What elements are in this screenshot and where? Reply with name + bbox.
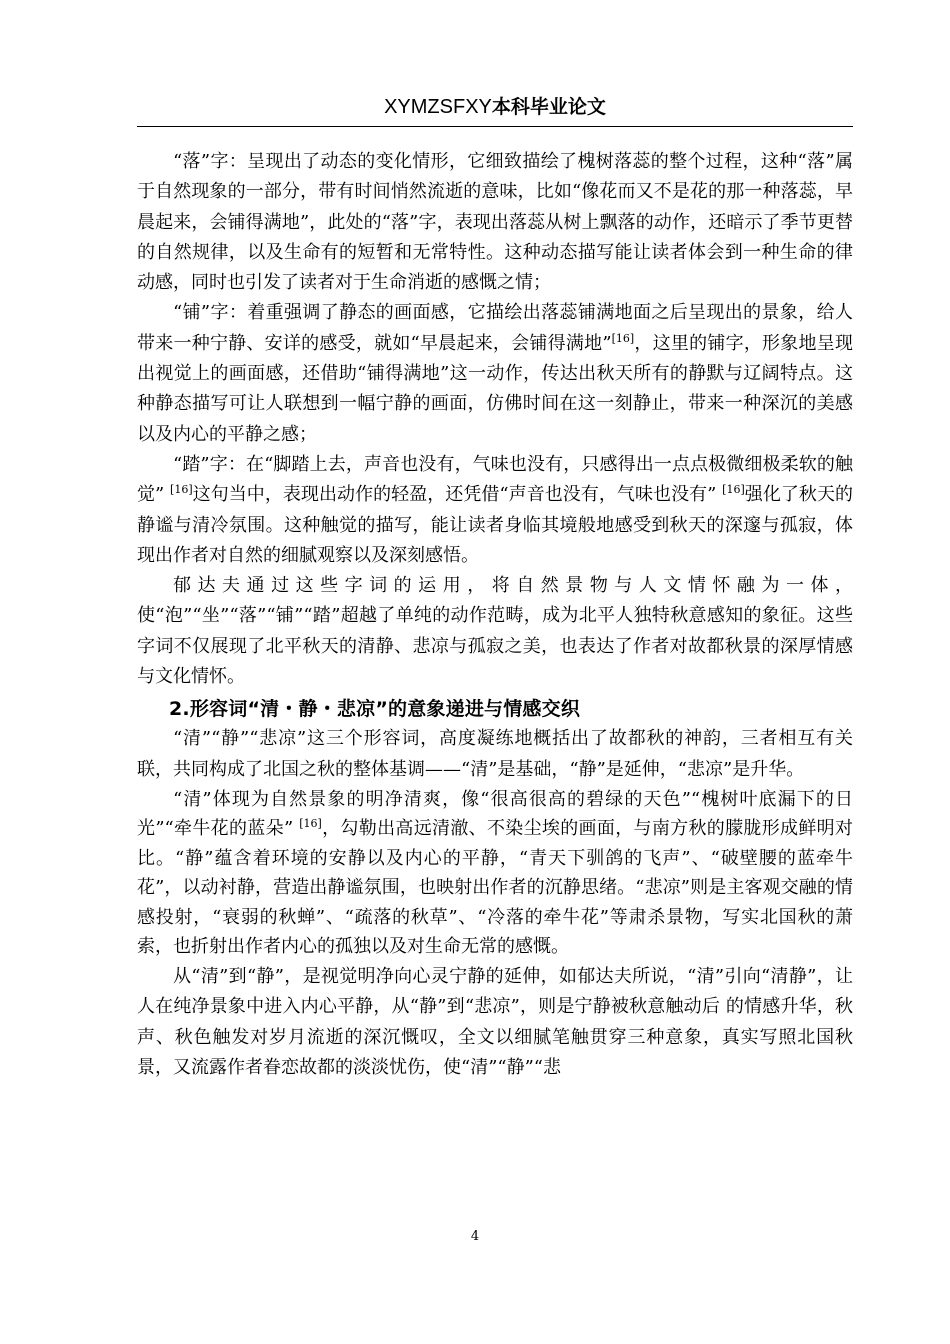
citation-ref: [16] [170, 483, 193, 497]
section-heading: 2.形容词“清・静・悲凉”的意象递进与情感交织 [169, 698, 581, 721]
citation-ref: [16] [299, 817, 322, 831]
header-code: XYMZSFXY [384, 96, 492, 118]
page-header [137, 92, 853, 121]
paragraph-pu-text-2: ，这里的铺字，形象地呈现出视觉上的画面感，还借助“铺得满地”这一动作，传达出秋天所有的静默与辽阔特点。这种静态描写可让人联想到一幅宁静的画面，仿佛时间在这一刻静止，带来一种深沉的美感以及内心的平静之感； [137, 332, 853, 445]
paragraph-summary: 郁达夫通过这些字词的运用，将自然景物与人文情怀融为一体，使“泡”“坐”“落”“铺”“踏”超越了单纯的动作范畴，成为北平人独特秋意感知的象征。这些字词不仅展现了北平秋天的清静、悲凉与孤寂之美，也表达了作者对故都秋景的深厚情感与文化情怀。 [137, 575, 853, 688]
paragraph-progression: 从“清”到“静”，是视觉明净向心灵宁静的延伸，如郁达夫所说，“清”引向“清静”，让人在纯净景象中进入内心平静，从“静”到“悲凉”，则是宁静被秋意触动后 的情感升华，秋声、秋色触发对岁月流逝的深沉慨叹，全文以细腻笔触贯穿三种意象，真实写照北国秋景，又流露作者眷恋故都的淡淡忧伤，使“清”“静”“悲 [137, 965, 853, 1078]
paragraph-ta-text-1: “踏”字：在“脚踏上去，声音也没有，气味也没有，只感得出一点点极微细极柔软的触觉” [137, 453, 853, 506]
paragraph-luo: “落”字：呈现出了动态的变化情形，它细致描绘了槐树落蕊的整个过程，这种“落”属于自然现象的一部分，带有时间悄然流逝的意味，比如“像花而又不是花的那一种落蕊，早晨起来，会铺得满地”，此处的“落”字，表现出落蕊从树上飘落的动作，还暗示了季节更替的自然规律，以及生命有的短暂和无常特性。这种动态描写能让读者体会到一种生命的律动感，同时也引发了读者对于生命消逝的感慨之情； [137, 151, 853, 294]
paragraph-pu [137, 298, 853, 449]
citation-ref: [16] [611, 331, 635, 345]
paragraph-pu-text-1: “铺”字：着重强调了静态的画面感，它描绘出落蕊铺满地面之后呈现出的景象，给人带来一种宁静、安详的感受，就如“早晨起来，会铺得满地” [137, 302, 853, 354]
paragraph-ta-text-2: 这句当中，表现出动作的轻盈，还凭借“声音也没有，气味也没有” [192, 484, 717, 506]
citation-ref: [16] [722, 483, 745, 497]
header-label: 本科毕业论文 [491, 96, 606, 118]
body-text [137, 147, 853, 1083]
paragraph-qing-text-1: “清”体现为自然景象的明净清爽，像“很高很高的碧绿的天色”“槐树叶底漏下的日光”“牵牛花的蓝朵” [137, 788, 853, 840]
paragraph-ta [137, 450, 853, 571]
page-number: 4 [470, 1229, 480, 1244]
paragraph-qing-jing-beiliang [137, 785, 853, 962]
paragraph-qing-text-2: ，勾勒出高远清澈、不染尘埃的画面，与南方秋的朦胧形成鲜明对比。“静”蕴含着环境的安静以及内心的平静，“青天下驯鸽的飞声”、“破壁腰的蓝牵牛花”，以动衬静，营造出静谧氛围，也映射出作者的沉静思绪。“悲凉”则是主客观交融的情感投射，“衰弱的秋蝉”、“疏落的秋草”、“冷落的牵牛花”等肃杀景物，写实北国秋的萧索，也折射出作者内心的孤独以及对生命无常的感慨。 [137, 818, 853, 958]
header-rule [137, 126, 853, 127]
paragraph-ta-text-3: 强化了秋天的静谧与清冷氛围。这种触觉的描写，能让读者身临其境般地感受到秋天的深邃与孤寂，体现出作者对自然的细腻观察以及深刻感悟。 [137, 484, 854, 566]
paragraph-adjectives-intro: “清”“静”“悲凉”这三个形容词，高度凝练地概括出了故都秋的神韵，三者相互有关联，共同构成了北国之秋的整体基调——“清”是基础，“静”是延伸，“悲凉”是升华。 [137, 728, 853, 780]
